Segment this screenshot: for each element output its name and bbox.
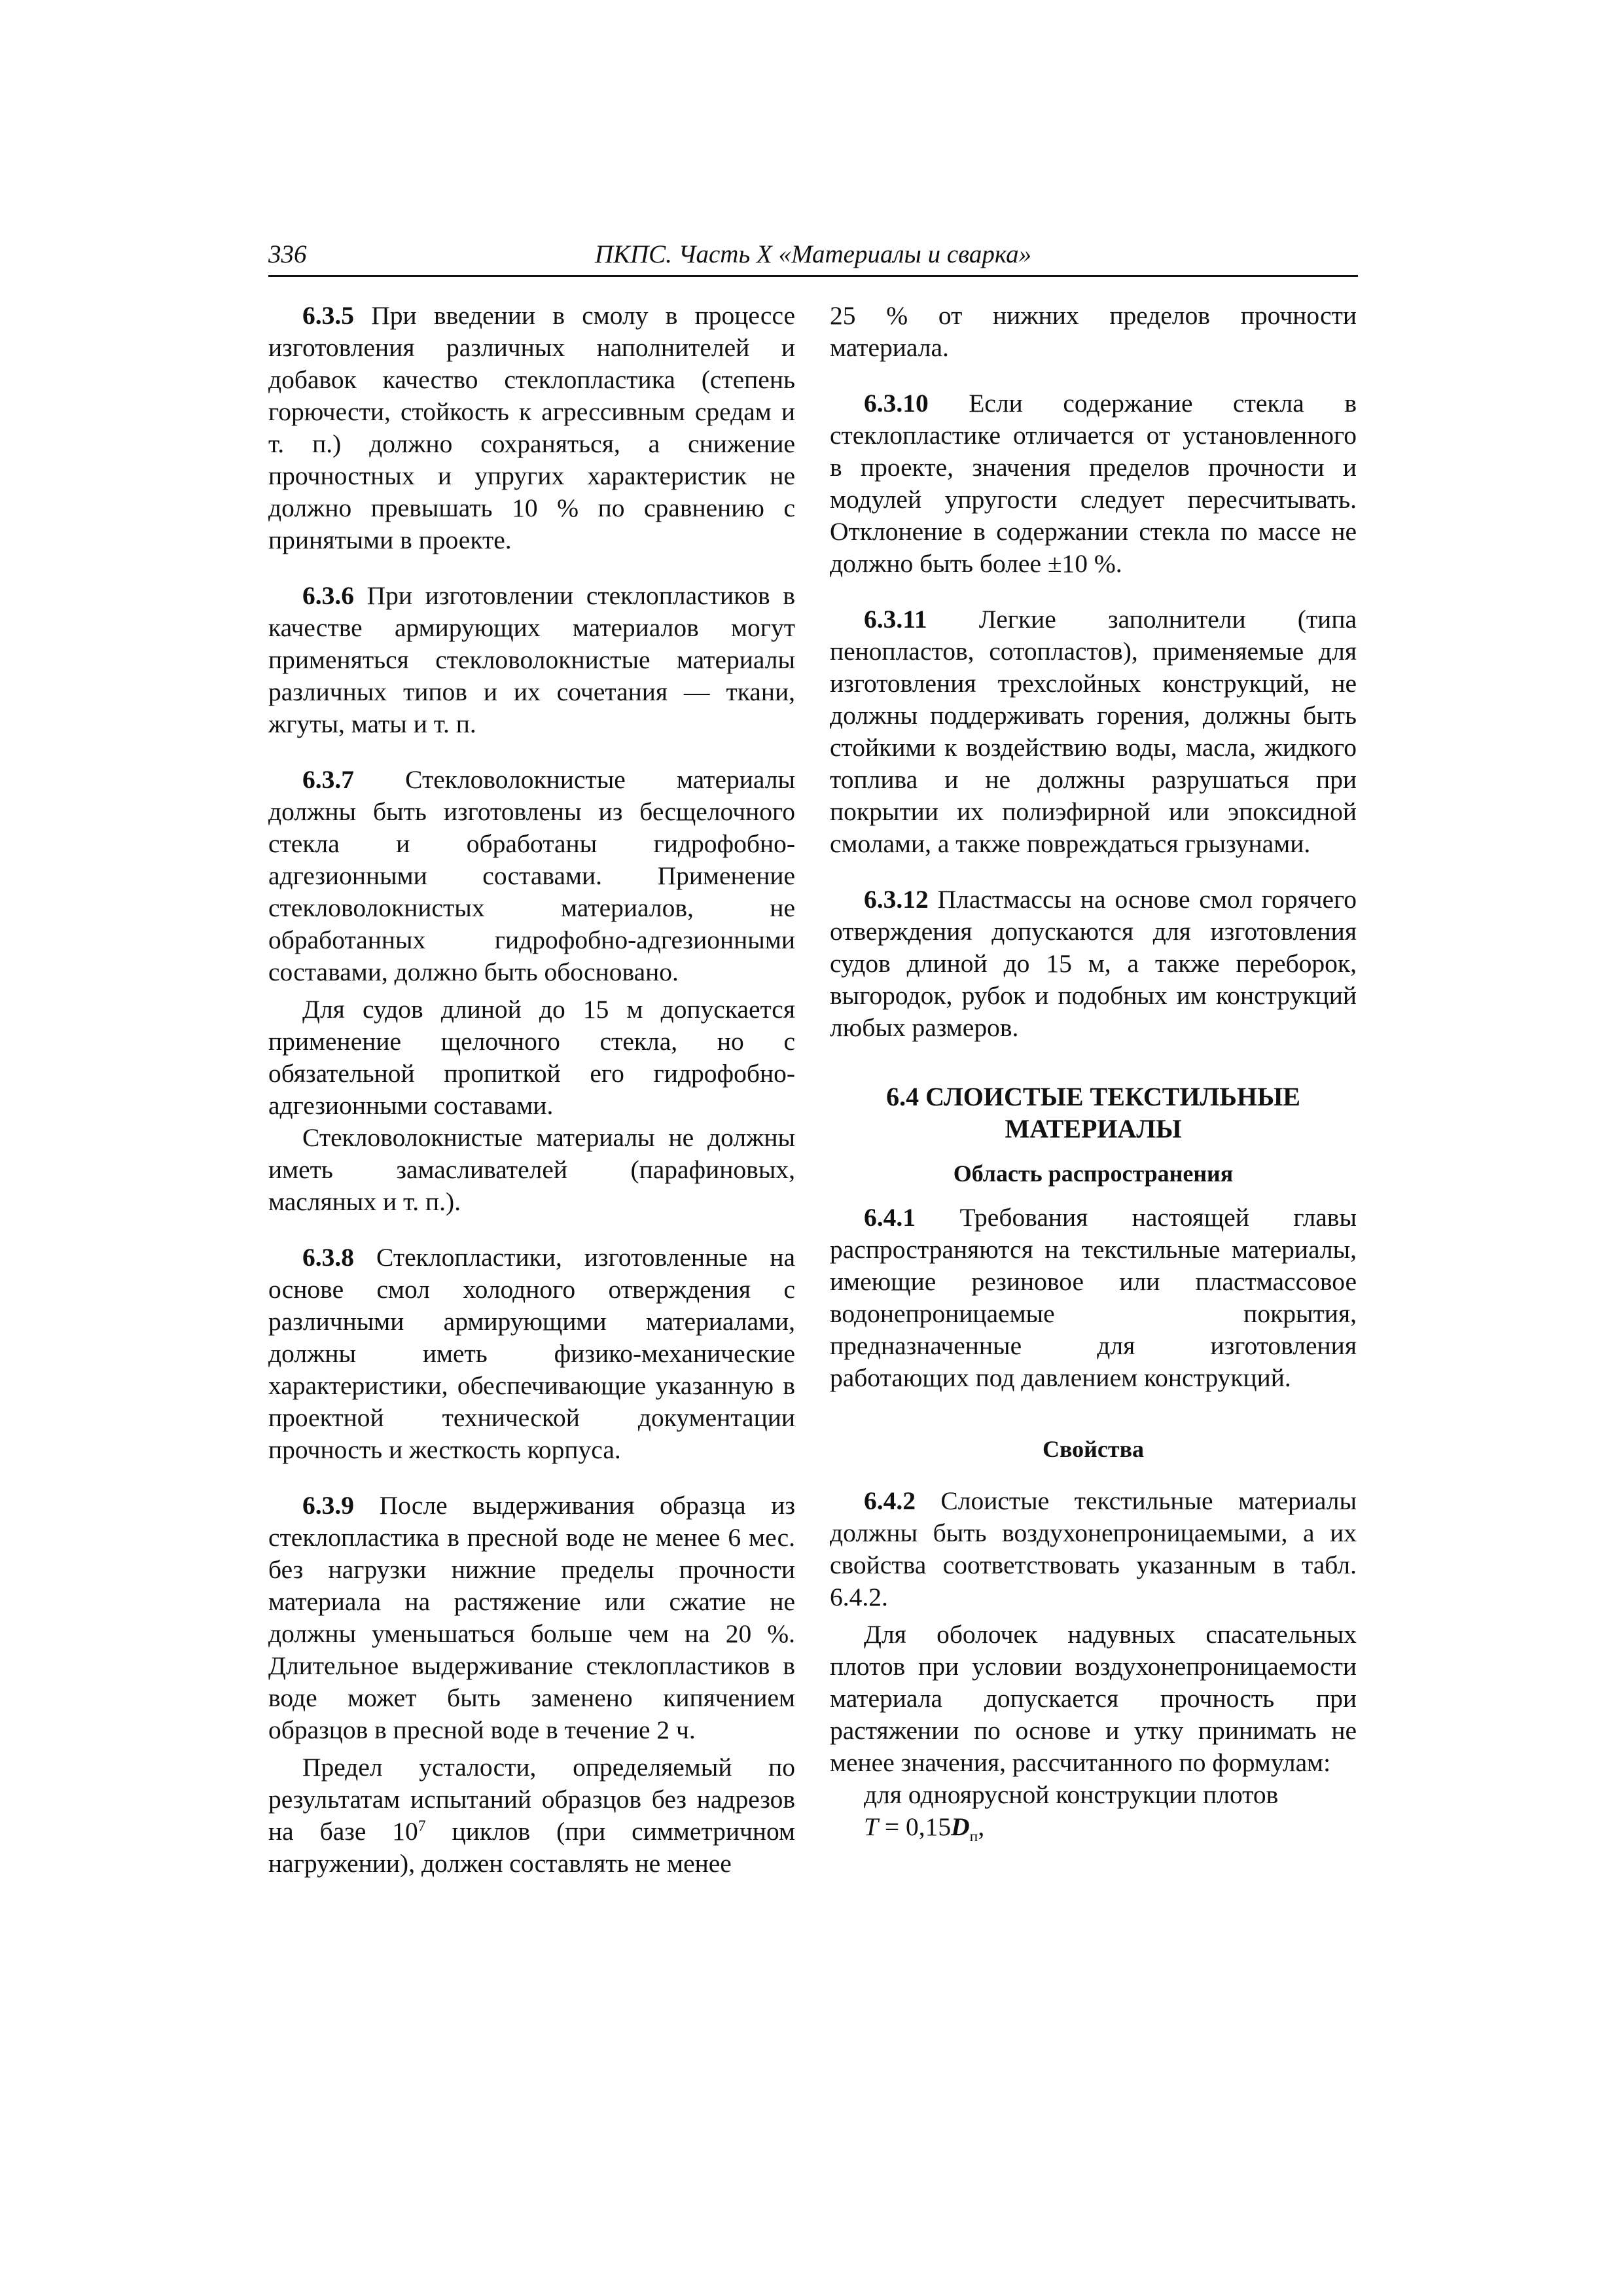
right-column <box>830 300 1357 1843</box>
paragraph-6-3-10 <box>830 387 1357 580</box>
clause-number: 6.4.2 <box>864 1486 916 1515</box>
clause-text: При введении в смолу в процессе изготовления различных наполнителей и добавок качество стеклопластика (степень горючести, стойкость к агрессивным средам и т. п.) должно сохраняться, а снижение прочностных и упругих характеристик не должно превышать 10 % по сравнению с принятыми в проекте. <box>268 301 795 554</box>
clause-text: Легкие заполнители (типа пенопластов, сотопластов), применяемые для изготовления трехслойных конструкций, не должны поддерживать горения, должны быть стойкими к воздействию воды, масла, жидкого топлива и не должны разрушаться при покрытии их полиэфирной или эпоксидной смолами, а также повреждаться грызунами. <box>830 605 1357 858</box>
page-number: 336 <box>268 240 307 268</box>
paragraph-6-3-7 <box>268 764 795 988</box>
paragraph-6-4-2-single-tier: для одноярусной конструкции плотов <box>864 1780 1279 1809</box>
left-column <box>268 300 795 1880</box>
paragraph-6-3-12 <box>830 884 1357 1044</box>
clause-number: 6.3.5 <box>302 301 354 330</box>
clause-number: 6.3.7 <box>302 765 354 794</box>
section-title-6-4: 6.4 СЛОИСТЫЕ ТЕКСТИЛЬНЫЕ МАТЕРИАЛЫ <box>886 1082 1300 1143</box>
clause-number: 6.3.11 <box>864 605 927 634</box>
page-header <box>268 236 1358 277</box>
paragraph-6-3-6 <box>268 580 795 740</box>
paragraph-6-3-9 <box>268 1490 795 1746</box>
paragraph-6-3-7-sizing: Стекловолокнистые материалы не должны иметь замасливателей (парафиновых, масляных и т. п.). <box>268 1123 795 1216</box>
clause-text: Если содержание стекла в стеклопластике отличается от установленного в проекте, значения пределов прочности и модулей упругости следует пересчитывать. Отклонение в содержании стекла по массе не должно быть более ±10 %. <box>830 389 1357 578</box>
clause-number: 6.3.10 <box>864 389 929 418</box>
clause-text: После выдерживания образца из стеклопластика в пресной воде не менее 6 мес. без нагрузки нижние пределы прочности материала на растяжение или сжатие не должны уменьшаться больше чем на 20 %. Длительное выдерживание стеклопластиков в воде может быть заменено кипячением образцов в пресной воде в течение 2 ч. <box>268 1491 795 1744</box>
formula-tail: , <box>978 1812 985 1841</box>
running-title: ПКПС. Часть X «Материалы и сварка» <box>594 240 1032 268</box>
clause-number: 6.4.1 <box>864 1203 916 1232</box>
exponent: 7 <box>418 1817 426 1835</box>
paragraph-6-3-8 <box>268 1242 795 1466</box>
fatigue-text-start: Предел усталости, определяемый по результатам испытаний образцов без надрезов на базе 10 <box>268 1753 795 1846</box>
clause-text: Пластмассы на основе смол горячего отверждения допускаются для изготовления судов длиной до 15 м, а также переборок, выгородок, рубок и подобных им конструкций любых размеров. <box>830 885 1357 1042</box>
clause-text: Слоистые текстильные материалы должны быть воздухонепроницаемыми, а их свойства соответствовать указанным в табл. 6.4.2. <box>830 1486 1357 1611</box>
formula-subscript: п <box>969 1827 978 1845</box>
paragraph-6-3-7-alkaline-glass: Для судов длиной до 15 м допускается применение щелочного стекла, но с обязательной пропиткой его гидрофобно-адгезионными составами. <box>268 995 795 1120</box>
fatigue-text-end: циклов (при симметричном нагружении), должен составлять не менее <box>268 1817 796 1878</box>
paragraph-6-4-1 <box>830 1202 1357 1394</box>
formula-tensile-strength <box>830 1811 1357 1843</box>
clause-number: 6.3.8 <box>302 1243 354 1272</box>
subheading-properties: Свойства <box>1042 1436 1145 1462</box>
paragraph-6-4-2-rafts: Для оболочек надувных спасательных плотов при условии воздухонепроницаемости материала допускается прочность при растяжении по основе и утку принимать не менее значения, рассчитанного по формулам: <box>830 1620 1357 1777</box>
paragraph-6-3-9-fatigue <box>268 1751 795 1880</box>
formula-variable: D <box>951 1812 970 1841</box>
formula-lhs: T <box>864 1812 878 1841</box>
paragraph-6-4-2 <box>830 1485 1357 1613</box>
formula-equals: = 0,15 <box>878 1812 952 1841</box>
clause-text: Стеклопластики, изготовленные на основе смол холодного отверждения с различными армирующими материалами, должны иметь физико-механические характеристики, обеспечивающие указанную в проектной технической документации прочность и жесткость корпуса. <box>268 1243 795 1464</box>
paragraph-6-3-5 <box>268 300 795 556</box>
clause-number: 6.3.6 <box>302 581 354 610</box>
subheading-scope: Область распространения <box>953 1160 1234 1187</box>
clause-text: Стекловолокнистые материалы должны быть изготовлены из бесщелочного стекла и обработаны гидрофобно-адгезионными составами. Применение стекловолокнистых материалов, не обработанных гидрофобно-адгезионными составами, должно быть обосновано. <box>268 765 795 986</box>
clause-text: При изготовлении стеклопластиков в качестве армирующих материалов могут применяться стекловолокнистые материалы различных типов и их сочетания — ткани, жгуты, маты и т. п. <box>268 581 795 738</box>
clause-number: 6.3.12 <box>864 885 929 914</box>
paragraph-6-3-11 <box>830 603 1357 860</box>
paragraph-6-3-9-continued: 25 % от нижних пределов прочности материала. <box>830 301 1357 362</box>
clause-number: 6.3.9 <box>302 1491 354 1520</box>
clause-text: Требования настоящей главы распространяются на текстильные материалы, имеющие резиновое или пластмассовое водонепроницаемые покрытия, предназначенные для изготовления работающих под давлением конструкций. <box>830 1203 1357 1392</box>
